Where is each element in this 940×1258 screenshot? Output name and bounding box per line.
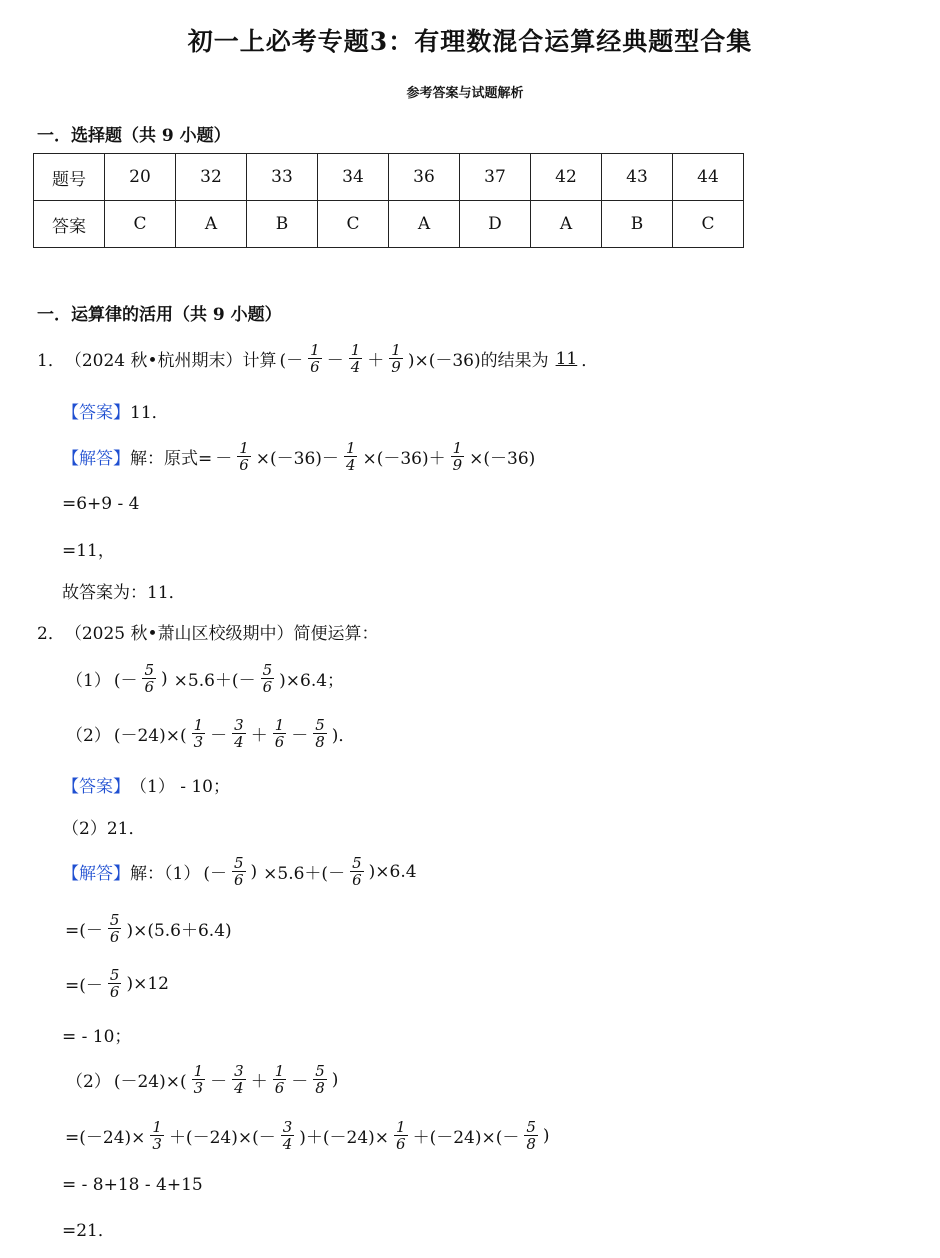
fraction: $\frac{5}{6}$ [144,661,155,696]
table-cell: A [176,201,247,248]
fraction: $\frac{1}{6}$ [239,439,249,474]
sentence-end: ． [581,351,599,371]
table-row [34,154,744,201]
answer-table [33,153,744,248]
solution-intro: 解：（1） [130,864,201,884]
math-text: (－ [279,351,304,371]
q2-answer [62,772,230,797]
fraction: $\frac{1}{4}$ [345,439,356,474]
solution-step: =6+9 - 4 [62,494,140,514]
table-cell: 答案 [34,201,105,248]
solution-tag: 【解答】 [62,449,130,469]
solution-step: = - 8+18 - 4+15 [62,1175,203,1195]
question-2 [37,619,379,644]
solution-intro: 解：原式= [130,449,213,469]
question-number: 1． [37,351,65,371]
solution-step: =21． [62,1221,115,1241]
fraction: $\frac{1}{9}$ [452,439,463,474]
table-cell: 44 [673,154,744,201]
answer-text: （1） - 10； [130,777,230,797]
q2-part1: （1） (－ $\frac{5}{6}$ ) ×5.6＋(－ $\frac{5}{6}$ )×6.4； [66,661,345,696]
part-label: （2） [66,726,111,746]
answer-tag: 【答案】 [62,777,130,797]
q1-answer [62,398,169,423]
table-cell: 20 [105,154,176,201]
math-text: )×6.4； [279,671,345,691]
q2-solution: 【解答】 解：（1） (－ $\frac{5}{6}$ ) ×5.6＋(－ $\frac{5}{6}$ )×6.4 [62,854,417,889]
solution-step: =(－ $\frac{5}{6}$ )×(5.6＋6.4) [65,911,232,946]
table-cell: 33 [247,154,318,201]
question-1 [37,342,598,375]
table-cell: B [602,201,673,248]
solution-step: = - 10； [62,1027,132,1047]
solution-step: =(－ $\frac{5}{6}$ )×12 [65,966,169,1001]
section-choice-heading: 一．选择题（共 9 小题） [37,126,231,146]
table-cell: 34 [318,154,389,201]
question-source: （2025 秋•萧山区校级期中）简便运算： [64,624,379,644]
page-title: 初一上必考专题3：有理数混合运算经典题型合集 [187,27,753,56]
solution-step: =(－24)× $\frac{1}{3}$ ＋(－24)×(－ $\frac{3}{4}$ )＋(－24)× $\frac{1}{6}$ ＋(－24)×(－ $\frac{5}{8}$ ) [65,1118,550,1153]
math-text: ×5.6＋(－ [173,671,256,691]
table-cell: C [318,201,389,248]
solution-step: （2） (－24)×( $\frac{1}{3}$ － $\frac{3}{4}$ ＋ $\frac{1}{6}$ － $\frac{5}{8}$ ) [66,1062,339,1097]
q1-solution: 【解答】 解：原式= － $\frac{1}{6}$ ×(－36)－ $\frac{1}{4}$ ×(－36)＋ $\frac{1}{9}$ ×(－36) [62,439,536,474]
fraction: $\frac{1}{9}$ [391,341,401,376]
math-text: (－24)×( [113,726,187,746]
table-cell: D [460,201,531,248]
table-cell: 题号 [34,154,105,201]
table-cell: 43 [602,154,673,201]
solution-tag: 【解答】 [62,864,130,884]
math-operator: － [326,351,344,371]
solution-step: =11， [62,541,115,561]
table-cell: A [531,201,602,248]
table-cell: 42 [531,154,602,201]
table-cell: C [673,201,744,248]
section-rules-heading: 一．运算律的活用（共 9 小题） [37,305,282,325]
math-operator: ＋ [367,351,385,371]
solution-final: 故答案为：11． [62,583,186,603]
page-subtitle: 参考答案与试题解析 [406,86,524,101]
question-source: （2024 秋•杭州期末）计算 [64,351,277,371]
table-cell: A [389,201,460,248]
table-cell: 36 [389,154,460,201]
answer-text: （2）21． [62,819,146,839]
answer-blank: 11 [555,348,578,369]
q2-part2: （2） (－24)×( $\frac{1}{3}$ － $\frac{3}{4}$ ＋ $\frac{1}{6}$ － $\frac{5}{8}$ )． [66,716,356,751]
table-row [34,201,744,248]
table-cell: 32 [176,154,247,201]
fraction: $\frac{1}{6}$ [310,341,320,376]
fraction: $\frac{1}{4}$ [350,341,361,376]
answer-text: 11． [130,403,169,423]
fraction: $\frac{5}{6}$ [262,661,273,696]
answer-tag: 【答案】 [62,403,130,423]
math-text: )×(－36)的结果为 [407,351,549,371]
part-label: （1） [66,671,111,691]
table-cell: B [247,201,318,248]
table-cell: C [105,201,176,248]
table-cell: 37 [460,154,531,201]
question-number: 2． [37,624,65,644]
